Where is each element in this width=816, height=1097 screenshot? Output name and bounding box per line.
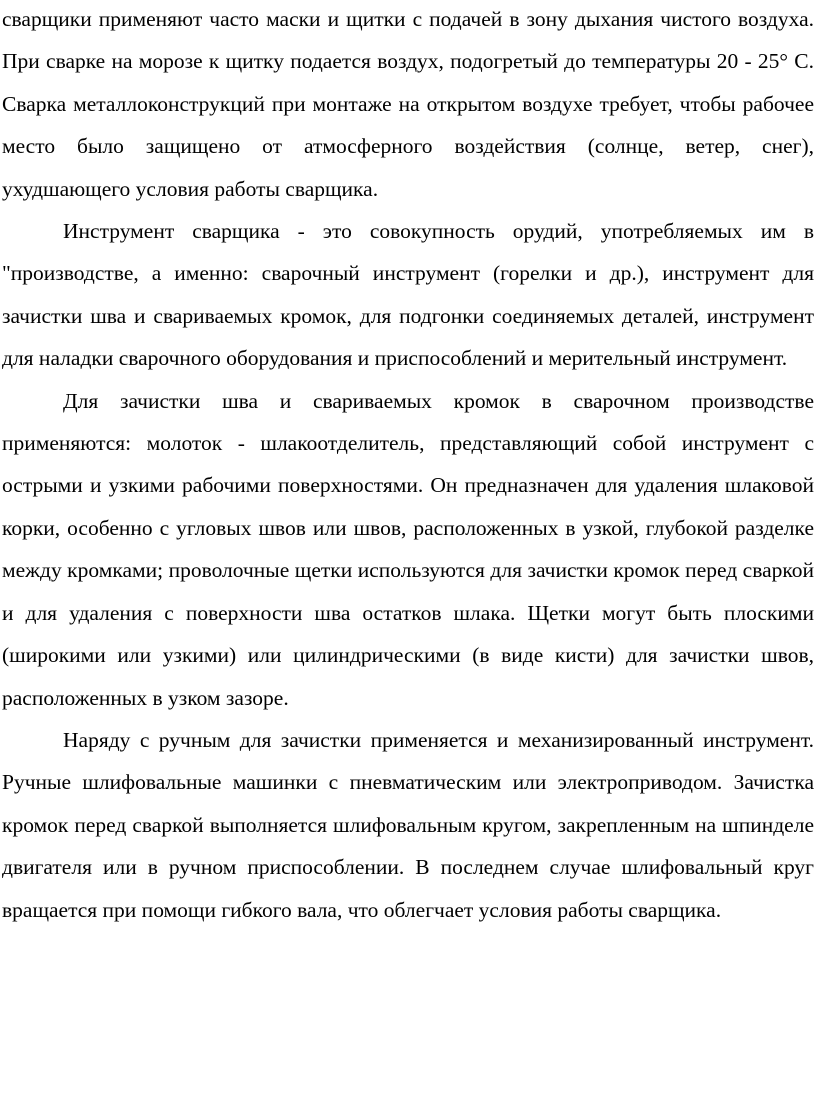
paragraph-seam-cleaning: Для зачистки шва и свариваемых кромок в сварочном производстве применяются: молоток - шлакоотделитель, представляющий собой инструмент с острыми и узкими рабочими поверхностями. Он предназначен для удаления шлаковой корки, особенно с угловых швов или швов, расположенных в узкой, глубокой разделке между кромками; проволочные щетки используются для зачистки кромок перед сваркой и для удаления с поверхности шва остатков шлака. Щетки могут быть плоскими (широкими или узкими) или цилиндрическими (в виде кисти) для зачистки швов, расположенных в узком зазоре.	[2, 388, 814, 710]
paragraph-mechanized-tools: Наряду с ручным для зачистки применяется и механизированный инструмент. Ручные шлифовальные машинки с пневматическим или электроприводом. Зачистка кромок перед сваркой выполняется шлифовальным кругом, закрепленным на шпинделе двигателя или в ручном приспособлении. В последнем случае шлифовальный круг вращается при помощи гибкого вала, что облегчает условия работы сварщика.	[2, 727, 814, 922]
paragraph-continuation: сварщики применяют часто маски и щитки с подачей в зону дыхания чистого воздуха. При сварке на морозе к щитку подается воздух, подогретый до температуры 20 - 25° С. Сварка металлоконструкций при монтаже на открытом воздухе требует, чтобы рабочее место было защищено от атмосферного воздействия (солнце, ветер, снег), ухудшающего условия работы сварщика.	[2, 7, 814, 201]
paragraph-welder-tools: Инструмент сварщика - это совокупность орудий, употребляемых им в "производстве, а именно: сварочный инструмент (горелки и др.), инструмент для зачистки шва и свариваемых кромок, для подгонки соединяемых деталей, инструмент для наладки сварочного оборудования и приспособлений и мерительный инструмент.	[2, 219, 814, 371]
